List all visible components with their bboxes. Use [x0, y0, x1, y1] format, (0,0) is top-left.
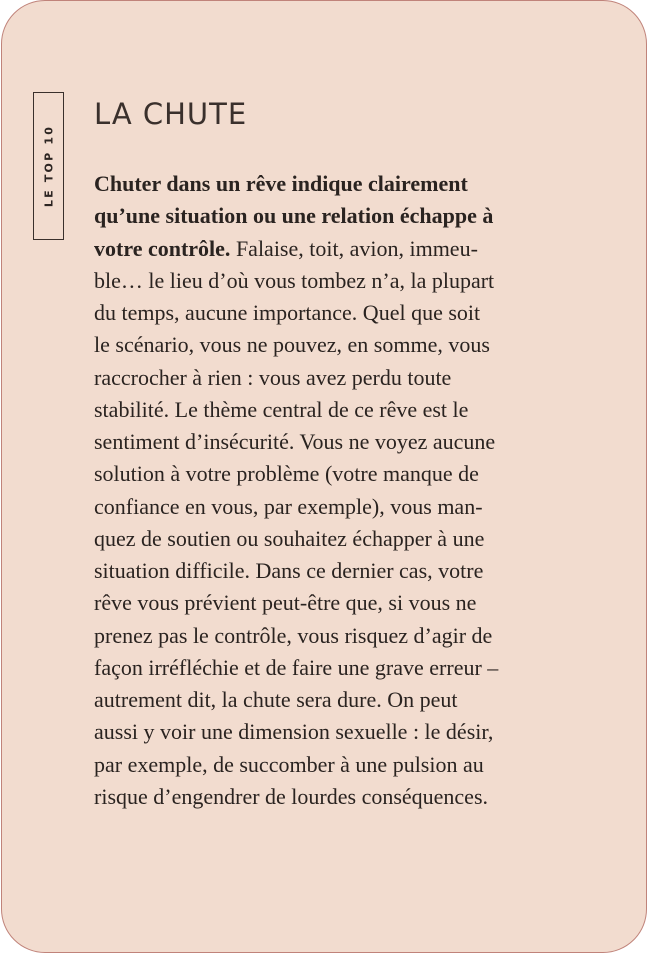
lead-line: Chuter dans un rêve indique clairement	[94, 171, 468, 196]
body-line: solution à votre problème (votre manque de	[94, 461, 479, 487]
body-line: sentiment d’insécurité. Vous ne voyez aucune	[94, 429, 496, 454]
body-line: stabilité. Le thème central de ce rêve est le	[94, 396, 469, 422]
body-line: risque d’engendrer de lourdes conséquences.	[94, 783, 489, 809]
body-line: quez de soutien ou souhaitez échapper à une	[94, 525, 485, 551]
body-line: aussi y voir une dimension sexuelle : le désir,	[94, 719, 494, 745]
body-line: ble… le lieu d’où vous tombez n’a, la plupart	[94, 267, 495, 293]
body-line: autrement dit, la chute sera dure. On peut	[94, 687, 458, 712]
body-line: le scénario, vous ne pouvez, en somme, vous	[94, 332, 490, 358]
body-line: du temps, aucune importance. Quel que soit	[94, 300, 481, 325]
top-10-side-tag	[33, 92, 64, 240]
lead-and-body-line	[94, 233, 564, 265]
dream-card	[1, 0, 647, 953]
side-tag-label: LE TOP 10	[42, 124, 55, 208]
body-line: situation difficile. Dans ce dernier cas, votre	[94, 558, 484, 583]
body-line-tail: Falaise, toit, avion, immeu-	[230, 235, 478, 261]
body-line: par exemple, de succomber à une pulsion au	[94, 751, 484, 777]
body-line: confiance en vous, par exemple), vous man-	[94, 493, 483, 519]
body-line: rêve vous prévient peut-être que, si vous ne	[94, 590, 477, 616]
lead-line: qu’une situation ou une relation échappe à	[94, 203, 494, 229]
body-line: façon irréfléchie et de faire une grave erreur –	[94, 654, 499, 680]
lead-line: votre contrôle.	[94, 235, 231, 261]
body-line: prenez pas le contrôle, vous risquez d’agir de	[94, 622, 493, 648]
card-body-text	[94, 168, 564, 813]
body-line: raccrocher à rien : vous avez perdu toute	[94, 364, 452, 390]
card-title: LA CHUTE	[94, 97, 248, 131]
